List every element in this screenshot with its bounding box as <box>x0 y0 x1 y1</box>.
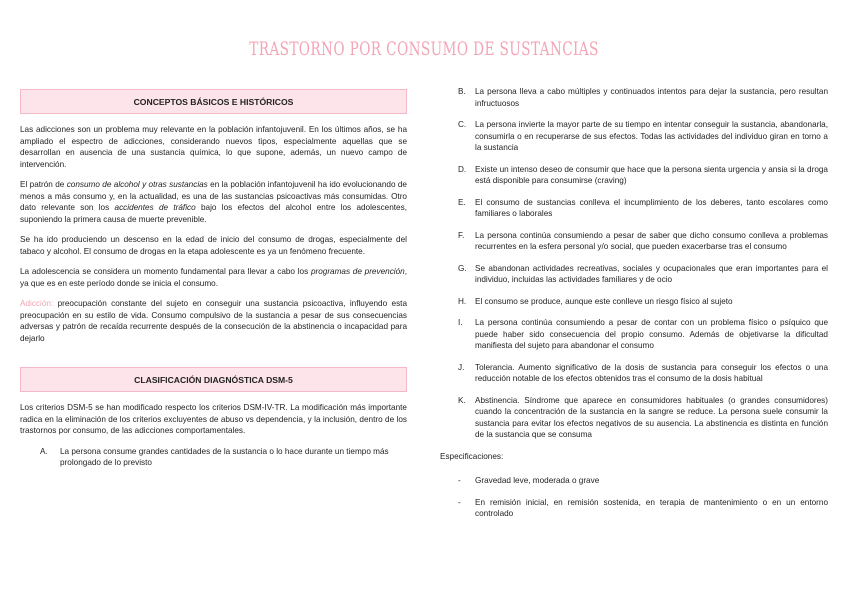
criterion-item <box>438 119 828 154</box>
text-span: La adolescencia se considera un momento fundamental para llevar a cabo los <box>20 267 311 276</box>
criterion-label: H. <box>458 296 467 306</box>
criterion-text: La persona invierte la mayor parte de su tiempo en intentar conseguir la sustancia, abandonarla, consumirla o en recuperarse de sus efectos. Todas las actividades del individuo giran en torno a la sustancia <box>475 120 828 152</box>
criterion-item <box>438 263 828 286</box>
criterion-label: J. <box>458 362 465 372</box>
emphasis-programas-prevencion: programas de prevención <box>310 267 405 276</box>
criterion-item <box>20 446 407 469</box>
text-span: , ya que es en este período donde se inicia el consumo. <box>20 267 407 288</box>
criterion-item <box>438 362 828 385</box>
bullet-text: En remisión inicial, en remisión sostenida, en terapia de mantenimiento o en un entorno controlado <box>475 497 828 518</box>
text-span: en la población infantojuvenil ha ido evolucionando de menos a más consumo y, en la actualidad, es una de las sustancias psicoactivas más consumidas. Otro dato relevante son los <box>20 180 407 212</box>
section-heading-conceptos: CONCEPTOS BÁSICOS E HISTÓRICOS <box>20 89 407 114</box>
criterion-label: F. <box>458 230 465 240</box>
criterion-label: I. <box>458 318 463 327</box>
criterion-text: La persona continúa consumiendo a pesar de saber que dicho consumo conlleva a problemas recurrentes en la esfera personal y/o social, que pueden exacerbarse tras el consumo <box>475 230 828 251</box>
text-span: bajo los efectos del alcohol entre los adolescentes, suponiendo la primera causa de muerte prevenible. <box>20 203 407 224</box>
criterion-text: El consumo se produce, aunque este conlleve un riesgo físico al sujeto <box>475 296 733 306</box>
bullet-marker: - <box>458 497 461 507</box>
paragraph-descenso-edad: Se ha ido produciendo un descenso en la edad de inicio del consumo de drogas, especialmente del tabaco y alcohol. El consumo de drogas en la etapa adolescente es ya un fenómeno frecuente. <box>20 235 407 256</box>
specification-bullet <box>438 497 828 520</box>
term-adiccion: Adicción: <box>20 299 54 308</box>
criterion-item <box>438 86 828 109</box>
criterion-text: La persona consume grandes cantidades de la sustancia o lo hace durante un tiempo más prolongado de lo previsto <box>60 446 389 467</box>
criterion-label: C. <box>458 120 467 129</box>
bullet-marker: - <box>458 476 461 485</box>
criteria-list <box>438 86 828 441</box>
criterion-item <box>438 317 828 352</box>
specifications-heading: Especificaciones: <box>440 451 504 461</box>
criterion-label: E. <box>458 197 466 207</box>
criterion-item <box>438 230 828 253</box>
criterion-item <box>438 296 828 308</box>
criterion-text: Existe un intenso deseo de consumir que hace que la persona sienta urgencia y ansia si la droga está disponible para consumirse (craving) <box>475 164 828 185</box>
text-span: El patrón de <box>20 180 67 189</box>
criterion-text: La persona continúa consumiendo a pesar de contar con un problema físico o psíquico que puede haber sido consecuencia del propio consumo. Además de objetivarse la dificultad manifiesta del sujeto para abandonar el consumo <box>475 318 828 350</box>
criterion-label: B. <box>458 87 466 96</box>
criterion-text: Se abandonan actividades recreativas, sociales y ocupacionales que eran importantes para el individuo, incluidas las actividades familiares y de ocio <box>475 263 828 284</box>
criterion-text: La persona lleva a cabo múltiples y continuados intentos para dejar la sustancia, pero resultan infructuosos <box>475 87 828 108</box>
criterion-item <box>438 164 828 187</box>
criterion-text: El consumo de sustancias conlleva el incumplimiento de los deberes, tanto escolares como familiares o laborales <box>475 197 828 218</box>
emphasis-accidentes-trafico: accidentes de tráfico <box>114 203 196 212</box>
criterion-text: Tolerancia. Aumento significativo de la dosis de sustancia para conseguir los efectos o una reducción notable de los efectos obtenidos tras el consumo de la dosis habitual <box>475 362 828 383</box>
right-column <box>438 86 828 530</box>
emphasis-consumo-alcohol: consumo de alcohol y otras sustancias <box>66 180 208 189</box>
text-span: preocupación constante del sujeto en conseguir una sustancia psicoactiva, influyendo esta preocupación en su estilo de vida. Consumo compulsivo de la sustancia a pesar de sus consecuencias adversas y patrón de recaída recurrente después de la consecución de la abstinencia o incapacidad para dejarlo <box>20 299 407 343</box>
criterion-label: K. <box>458 395 466 405</box>
specification-bullet <box>438 475 828 487</box>
paragraph-adiccion-definition <box>20 298 407 344</box>
criterion-label: G. <box>458 263 467 273</box>
criterion-label: D. <box>458 164 467 174</box>
criterion-item <box>438 395 828 441</box>
paragraph-patron-consumo <box>20 179 407 225</box>
left-column <box>20 89 407 477</box>
page-title: TRASTORNO POR CONSUMO DE SUSTANCIAS <box>249 38 599 60</box>
paragraph-adolescencia <box>20 266 407 289</box>
criterion-label: A. <box>40 446 48 456</box>
paragraph-adicciones: Las adicciones son un problema muy relevante en la población infantojuvenil. En los últimos años, se ha ampliado el espectro de adicciones, considerando nuevos tipos, especialmente aquellas que se desarrollan en ausencia de una sustancia química, lo que supone, además, un nuevo campo de intervención. <box>20 125 407 169</box>
section-heading-dsm5: CLASIFICACIÓN DIAGNÓSTICA DSM-5 <box>20 367 407 392</box>
bullet-text: Gravedad leve, moderada o grave <box>475 476 600 485</box>
criterion-item <box>438 197 828 220</box>
paragraph-criterios-dsm5: Los criterios DSM-5 se han modificado respecto los criterios DSM-IV-TR. La modificación más importante radica en la eliminación de los criterios excluyentes de abuso vs dependencia, y la inclusión, dentro de los trastornos por consumo, de las adicciones comportamentales. <box>20 403 407 435</box>
criterion-text: Abstinencia. Síndrome que aparece en consumidores habituales (o grandes consumidores) cuando la concentración de la sustancia en la sangre se reduce. La persona suele consumir la sustancia para evitar los efectos negativos de su ausencia. La abstinencia es distinta en función de la sustancia que se consuma <box>475 395 828 439</box>
